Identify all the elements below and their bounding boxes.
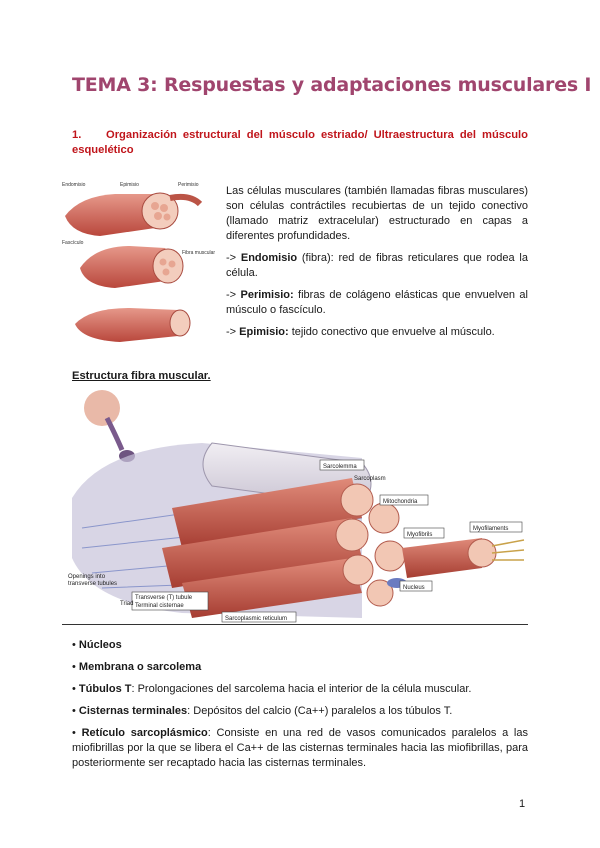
page-number: 1 xyxy=(519,798,526,810)
label-triad: Triad xyxy=(120,601,134,607)
label-terminal-cisternae: Terminal cisternae xyxy=(135,603,184,609)
muscle-bundle-bottom xyxy=(75,308,190,342)
fig1-label-fibra: Fibra muscular xyxy=(182,250,216,256)
label-nucleus: Nucleus xyxy=(403,585,425,591)
section-number: 1. xyxy=(72,129,82,141)
fig1-label-epimisio: Epimisio xyxy=(120,182,139,188)
label-sarcoplasmic-reticulum: Sarcoplasmic reticulum xyxy=(225,616,288,622)
intro-item-endomisio: -> Endomisio (fibra): red de fibras reticulares que rodea la célula. xyxy=(226,252,528,279)
bullet-nucleos: • Núcleos xyxy=(72,639,122,651)
intro-paragraph: Las células musculares (también llamadas fibras musculares) son células contráctiles recubiertas de un tejido conectivo (llamado matriz extracelular) estructurado en capas a diferentes profundidades. xyxy=(226,185,528,242)
intro-text xyxy=(226,184,528,347)
muscle-bundle-top xyxy=(65,193,200,236)
label-openings: Openings into xyxy=(68,574,106,580)
bullet-tubulos-t: • Túbulos T: Prolongaciones del sarcolema hacia el interior de la célula muscular. xyxy=(72,683,472,695)
fiber-components-list xyxy=(72,638,528,778)
section-heading xyxy=(72,128,528,158)
page-title: TEMA 3: Respuestas y adaptaciones musculares I xyxy=(72,74,592,96)
fiber-structure-heading: Estructura fibra muscular. xyxy=(72,370,211,382)
muscle-bundle-middle xyxy=(80,246,183,288)
label-transverse-tubules: transverse tubules xyxy=(68,581,118,587)
label-t-tubule: Transverse (T) tubule xyxy=(135,595,193,601)
figure-divider xyxy=(62,624,528,625)
fig1-label-fasciculo: Fascículo xyxy=(62,240,84,246)
label-sarcoplasm: Sarcoplasm xyxy=(354,476,386,482)
muscle-organization-figure xyxy=(60,176,220,354)
intro-item-perimisio: -> Perimisio: fibras de colágeno elásticas que envuelven al músculo o fascículo. xyxy=(226,289,528,316)
label-myofibrils: Myofibrils xyxy=(407,532,433,538)
label-myofilaments: Myofilaments xyxy=(473,526,509,532)
intro-item-epimisio: -> Epimisio: tejido conectivo que envuelve al músculo. xyxy=(226,326,495,338)
bullet-sarcolema: • Membrana o sarcolema xyxy=(72,661,202,673)
label-sarcolemma: Sarcolemma xyxy=(323,464,357,470)
section-heading-text: Organización estructural del músculo estriado/ Ultraestructura del músculo esquelético xyxy=(72,129,528,156)
bullet-cisternas: • Cisternas terminales: Depósitos del calcio (Ca++) paralelos a los túbulos T. xyxy=(72,705,453,717)
fig1-label-perimisio: Perimisio xyxy=(178,182,199,188)
bullet-reticulo: • Retículo sarcoplásmico: Consiste en una red de vasos comunicados paralelos a las miofibrillas por la que se libera el Ca++ de las cisternas terminales hacia las miofibrillas, para posteriormente ser recaptado hacia las cisternas terminales. xyxy=(72,727,528,769)
fig1-label-endomisio: Endomisio xyxy=(62,182,86,188)
label-mitochondria: Mitochondria xyxy=(383,499,418,505)
muscle-fiber-structure-figure xyxy=(62,388,528,624)
